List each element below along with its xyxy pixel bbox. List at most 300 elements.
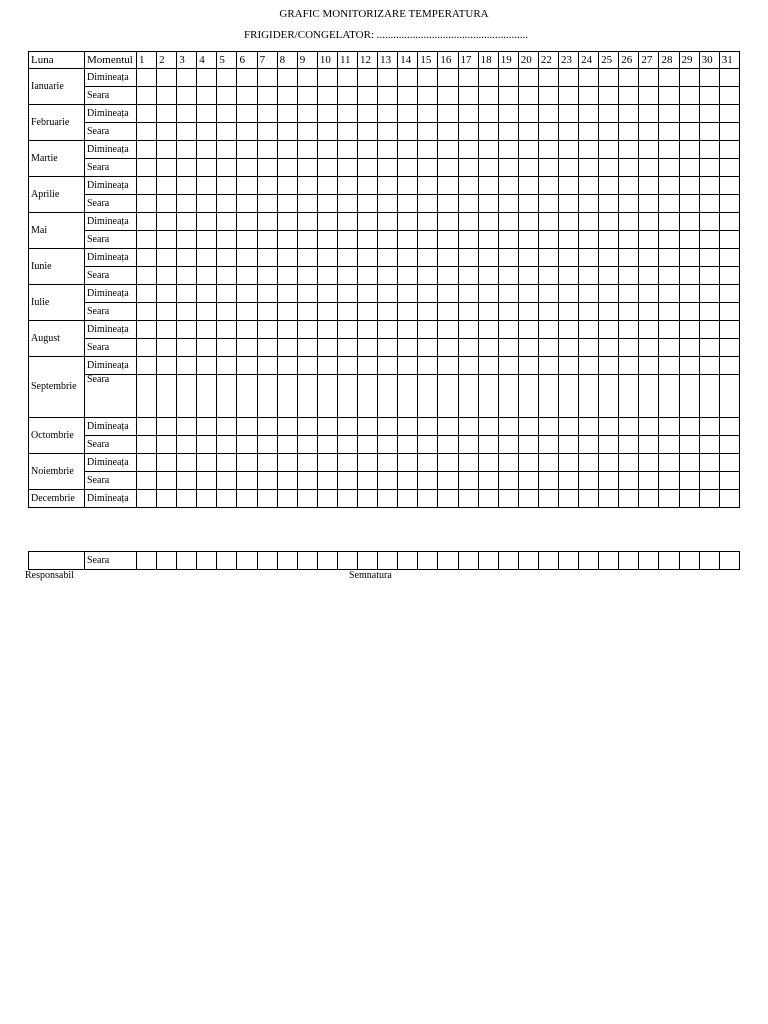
day-cell[interactable] xyxy=(619,472,639,490)
day-cell[interactable] xyxy=(719,454,739,472)
day-cell[interactable] xyxy=(538,321,558,339)
day-cell[interactable] xyxy=(679,418,699,436)
day-cell[interactable] xyxy=(378,105,398,123)
day-cell[interactable] xyxy=(257,69,277,87)
day-cell[interactable] xyxy=(518,357,538,375)
day-cell[interactable] xyxy=(639,357,659,375)
day-cell[interactable] xyxy=(237,472,257,490)
day-cell[interactable] xyxy=(137,552,157,570)
day-cell[interactable] xyxy=(579,454,599,472)
day-cell[interactable] xyxy=(679,472,699,490)
day-cell[interactable] xyxy=(217,552,237,570)
day-cell[interactable] xyxy=(699,87,719,105)
day-cell[interactable] xyxy=(699,105,719,123)
day-cell[interactable] xyxy=(197,552,217,570)
day-cell[interactable] xyxy=(378,303,398,321)
day-cell[interactable] xyxy=(398,177,418,195)
day-cell[interactable] xyxy=(699,267,719,285)
day-cell[interactable] xyxy=(599,490,619,508)
day-cell[interactable] xyxy=(398,285,418,303)
day-cell[interactable] xyxy=(478,490,498,508)
day-cell[interactable] xyxy=(137,490,157,508)
day-cell[interactable] xyxy=(458,87,478,105)
day-cell[interactable] xyxy=(579,321,599,339)
day-cell[interactable] xyxy=(398,436,418,454)
day-cell[interactable] xyxy=(337,436,357,454)
day-cell[interactable] xyxy=(438,195,458,213)
day-cell[interactable] xyxy=(217,123,237,141)
day-cell[interactable] xyxy=(337,418,357,436)
day-cell[interactable] xyxy=(358,231,378,249)
day-cell[interactable] xyxy=(378,375,398,418)
day-cell[interactable] xyxy=(177,231,197,249)
day-cell[interactable] xyxy=(157,303,177,321)
day-cell[interactable] xyxy=(518,339,538,357)
day-cell[interactable] xyxy=(538,339,558,357)
day-cell[interactable] xyxy=(438,339,458,357)
day-cell[interactable] xyxy=(378,267,398,285)
day-cell[interactable] xyxy=(217,375,237,418)
day-cell[interactable] xyxy=(659,436,679,454)
day-cell[interactable] xyxy=(558,231,578,249)
day-cell[interactable] xyxy=(197,454,217,472)
day-cell[interactable] xyxy=(518,321,538,339)
day-cell[interactable] xyxy=(398,552,418,570)
day-cell[interactable] xyxy=(579,123,599,141)
day-cell[interactable] xyxy=(518,490,538,508)
day-cell[interactable] xyxy=(599,285,619,303)
day-cell[interactable] xyxy=(498,123,518,141)
day-cell[interactable] xyxy=(197,69,217,87)
day-cell[interactable] xyxy=(378,552,398,570)
day-cell[interactable] xyxy=(257,490,277,508)
day-cell[interactable] xyxy=(157,159,177,177)
day-cell[interactable] xyxy=(579,267,599,285)
day-cell[interactable] xyxy=(579,177,599,195)
day-cell[interactable] xyxy=(157,123,177,141)
day-cell[interactable] xyxy=(619,69,639,87)
day-cell[interactable] xyxy=(599,195,619,213)
day-cell[interactable] xyxy=(719,375,739,418)
day-cell[interactable] xyxy=(378,436,398,454)
day-cell[interactable] xyxy=(478,141,498,159)
day-cell[interactable] xyxy=(659,249,679,267)
day-cell[interactable] xyxy=(337,231,357,249)
day-cell[interactable] xyxy=(498,552,518,570)
day-cell[interactable] xyxy=(498,375,518,418)
day-cell[interactable] xyxy=(458,357,478,375)
day-cell[interactable] xyxy=(659,195,679,213)
day-cell[interactable] xyxy=(237,213,257,231)
day-cell[interactable] xyxy=(599,123,619,141)
day-cell[interactable] xyxy=(277,490,297,508)
day-cell[interactable] xyxy=(257,267,277,285)
day-cell[interactable] xyxy=(498,490,518,508)
day-cell[interactable] xyxy=(157,490,177,508)
day-cell[interactable] xyxy=(538,213,558,231)
day-cell[interactable] xyxy=(538,177,558,195)
day-cell[interactable] xyxy=(639,231,659,249)
day-cell[interactable] xyxy=(378,123,398,141)
day-cell[interactable] xyxy=(317,357,337,375)
day-cell[interactable] xyxy=(478,321,498,339)
day-cell[interactable] xyxy=(518,159,538,177)
day-cell[interactable] xyxy=(458,213,478,231)
day-cell[interactable] xyxy=(277,231,297,249)
day-cell[interactable] xyxy=(719,177,739,195)
day-cell[interactable] xyxy=(398,418,418,436)
day-cell[interactable] xyxy=(197,123,217,141)
day-cell[interactable] xyxy=(478,418,498,436)
day-cell[interactable] xyxy=(177,285,197,303)
day-cell[interactable] xyxy=(217,321,237,339)
day-cell[interactable] xyxy=(679,87,699,105)
day-cell[interactable] xyxy=(659,141,679,159)
day-cell[interactable] xyxy=(337,285,357,303)
day-cell[interactable] xyxy=(197,195,217,213)
day-cell[interactable] xyxy=(197,357,217,375)
day-cell[interactable] xyxy=(679,321,699,339)
day-cell[interactable] xyxy=(478,105,498,123)
day-cell[interactable] xyxy=(679,454,699,472)
day-cell[interactable] xyxy=(358,195,378,213)
day-cell[interactable] xyxy=(438,436,458,454)
day-cell[interactable] xyxy=(378,490,398,508)
day-cell[interactable] xyxy=(177,490,197,508)
day-cell[interactable] xyxy=(579,472,599,490)
day-cell[interactable] xyxy=(137,177,157,195)
day-cell[interactable] xyxy=(257,418,277,436)
day-cell[interactable] xyxy=(518,285,538,303)
day-cell[interactable] xyxy=(438,249,458,267)
day-cell[interactable] xyxy=(558,418,578,436)
day-cell[interactable] xyxy=(558,213,578,231)
day-cell[interactable] xyxy=(579,490,599,508)
day-cell[interactable] xyxy=(538,159,558,177)
day-cell[interactable] xyxy=(157,231,177,249)
day-cell[interactable] xyxy=(599,375,619,418)
day-cell[interactable] xyxy=(317,69,337,87)
day-cell[interactable] xyxy=(157,552,177,570)
day-cell[interactable] xyxy=(699,285,719,303)
day-cell[interactable] xyxy=(337,321,357,339)
day-cell[interactable] xyxy=(518,105,538,123)
day-cell[interactable] xyxy=(418,357,438,375)
day-cell[interactable] xyxy=(639,454,659,472)
day-cell[interactable] xyxy=(438,321,458,339)
day-cell[interactable] xyxy=(297,303,317,321)
day-cell[interactable] xyxy=(358,436,378,454)
day-cell[interactable] xyxy=(458,321,478,339)
day-cell[interactable] xyxy=(639,472,659,490)
day-cell[interactable] xyxy=(679,159,699,177)
day-cell[interactable] xyxy=(719,249,739,267)
day-cell[interactable] xyxy=(659,285,679,303)
day-cell[interactable] xyxy=(418,213,438,231)
day-cell[interactable] xyxy=(197,339,217,357)
day-cell[interactable] xyxy=(358,267,378,285)
day-cell[interactable] xyxy=(217,339,237,357)
day-cell[interactable] xyxy=(317,472,337,490)
day-cell[interactable] xyxy=(558,357,578,375)
day-cell[interactable] xyxy=(358,87,378,105)
day-cell[interactable] xyxy=(157,285,177,303)
day-cell[interactable] xyxy=(137,418,157,436)
day-cell[interactable] xyxy=(679,69,699,87)
day-cell[interactable] xyxy=(619,490,639,508)
day-cell[interactable] xyxy=(679,105,699,123)
day-cell[interactable] xyxy=(458,436,478,454)
day-cell[interactable] xyxy=(197,213,217,231)
day-cell[interactable] xyxy=(679,123,699,141)
day-cell[interactable] xyxy=(157,87,177,105)
day-cell[interactable] xyxy=(297,267,317,285)
day-cell[interactable] xyxy=(297,69,317,87)
day-cell[interactable] xyxy=(579,418,599,436)
day-cell[interactable] xyxy=(619,159,639,177)
day-cell[interactable] xyxy=(538,418,558,436)
day-cell[interactable] xyxy=(317,490,337,508)
day-cell[interactable] xyxy=(719,159,739,177)
day-cell[interactable] xyxy=(237,123,257,141)
day-cell[interactable] xyxy=(538,87,558,105)
day-cell[interactable] xyxy=(137,87,157,105)
day-cell[interactable] xyxy=(458,375,478,418)
day-cell[interactable] xyxy=(217,87,237,105)
day-cell[interactable] xyxy=(478,339,498,357)
day-cell[interactable] xyxy=(237,69,257,87)
day-cell[interactable] xyxy=(699,490,719,508)
day-cell[interactable] xyxy=(679,141,699,159)
day-cell[interactable] xyxy=(237,141,257,159)
day-cell[interactable] xyxy=(398,249,418,267)
day-cell[interactable] xyxy=(579,231,599,249)
day-cell[interactable] xyxy=(558,267,578,285)
day-cell[interactable] xyxy=(438,375,458,418)
day-cell[interactable] xyxy=(659,213,679,231)
day-cell[interactable] xyxy=(478,177,498,195)
day-cell[interactable] xyxy=(337,159,357,177)
day-cell[interactable] xyxy=(558,123,578,141)
day-cell[interactable] xyxy=(599,454,619,472)
day-cell[interactable] xyxy=(498,454,518,472)
day-cell[interactable] xyxy=(659,267,679,285)
day-cell[interactable] xyxy=(197,267,217,285)
day-cell[interactable] xyxy=(257,375,277,418)
day-cell[interactable] xyxy=(237,177,257,195)
day-cell[interactable] xyxy=(639,141,659,159)
day-cell[interactable] xyxy=(558,436,578,454)
day-cell[interactable] xyxy=(639,249,659,267)
day-cell[interactable] xyxy=(579,105,599,123)
day-cell[interactable] xyxy=(197,87,217,105)
day-cell[interactable] xyxy=(277,552,297,570)
day-cell[interactable] xyxy=(518,454,538,472)
day-cell[interactable] xyxy=(217,177,237,195)
day-cell[interactable] xyxy=(197,321,217,339)
day-cell[interactable] xyxy=(378,321,398,339)
day-cell[interactable] xyxy=(237,375,257,418)
day-cell[interactable] xyxy=(599,87,619,105)
day-cell[interactable] xyxy=(358,418,378,436)
day-cell[interactable] xyxy=(217,490,237,508)
day-cell[interactable] xyxy=(257,141,277,159)
day-cell[interactable] xyxy=(599,159,619,177)
day-cell[interactable] xyxy=(538,285,558,303)
day-cell[interactable] xyxy=(257,436,277,454)
day-cell[interactable] xyxy=(157,177,177,195)
day-cell[interactable] xyxy=(438,213,458,231)
day-cell[interactable] xyxy=(337,87,357,105)
day-cell[interactable] xyxy=(237,418,257,436)
day-cell[interactable] xyxy=(599,436,619,454)
day-cell[interactable] xyxy=(237,436,257,454)
day-cell[interactable] xyxy=(478,375,498,418)
day-cell[interactable] xyxy=(599,303,619,321)
day-cell[interactable] xyxy=(518,267,538,285)
day-cell[interactable] xyxy=(337,552,357,570)
day-cell[interactable] xyxy=(217,231,237,249)
day-cell[interactable] xyxy=(177,436,197,454)
day-cell[interactable] xyxy=(719,231,739,249)
day-cell[interactable] xyxy=(237,231,257,249)
day-cell[interactable] xyxy=(619,552,639,570)
day-cell[interactable] xyxy=(217,267,237,285)
day-cell[interactable] xyxy=(478,357,498,375)
day-cell[interactable] xyxy=(277,159,297,177)
day-cell[interactable] xyxy=(438,454,458,472)
day-cell[interactable] xyxy=(157,213,177,231)
day-cell[interactable] xyxy=(458,303,478,321)
day-cell[interactable] xyxy=(538,123,558,141)
day-cell[interactable] xyxy=(699,357,719,375)
day-cell[interactable] xyxy=(438,69,458,87)
day-cell[interactable] xyxy=(137,141,157,159)
day-cell[interactable] xyxy=(619,267,639,285)
day-cell[interactable] xyxy=(177,375,197,418)
day-cell[interactable] xyxy=(358,490,378,508)
day-cell[interactable] xyxy=(337,267,357,285)
day-cell[interactable] xyxy=(719,472,739,490)
day-cell[interactable] xyxy=(458,472,478,490)
day-cell[interactable] xyxy=(438,267,458,285)
day-cell[interactable] xyxy=(137,375,157,418)
day-cell[interactable] xyxy=(659,159,679,177)
day-cell[interactable] xyxy=(679,357,699,375)
day-cell[interactable] xyxy=(498,195,518,213)
day-cell[interactable] xyxy=(679,303,699,321)
day-cell[interactable] xyxy=(558,454,578,472)
day-cell[interactable] xyxy=(418,552,438,570)
day-cell[interactable] xyxy=(317,195,337,213)
day-cell[interactable] xyxy=(378,231,398,249)
day-cell[interactable] xyxy=(558,303,578,321)
day-cell[interactable] xyxy=(639,490,659,508)
day-cell[interactable] xyxy=(438,87,458,105)
day-cell[interactable] xyxy=(659,69,679,87)
day-cell[interactable] xyxy=(558,490,578,508)
day-cell[interactable] xyxy=(398,339,418,357)
day-cell[interactable] xyxy=(317,105,337,123)
day-cell[interactable] xyxy=(157,69,177,87)
day-cell[interactable] xyxy=(137,159,157,177)
day-cell[interactable] xyxy=(478,436,498,454)
day-cell[interactable] xyxy=(277,436,297,454)
day-cell[interactable] xyxy=(659,357,679,375)
day-cell[interactable] xyxy=(679,375,699,418)
day-cell[interactable] xyxy=(137,267,157,285)
day-cell[interactable] xyxy=(478,195,498,213)
day-cell[interactable] xyxy=(719,213,739,231)
day-cell[interactable] xyxy=(177,454,197,472)
day-cell[interactable] xyxy=(177,105,197,123)
day-cell[interactable] xyxy=(337,141,357,159)
day-cell[interactable] xyxy=(297,490,317,508)
day-cell[interactable] xyxy=(197,418,217,436)
day-cell[interactable] xyxy=(719,418,739,436)
day-cell[interactable] xyxy=(699,141,719,159)
day-cell[interactable] xyxy=(518,375,538,418)
day-cell[interactable] xyxy=(137,303,157,321)
day-cell[interactable] xyxy=(599,267,619,285)
day-cell[interactable] xyxy=(197,285,217,303)
day-cell[interactable] xyxy=(458,159,478,177)
day-cell[interactable] xyxy=(217,249,237,267)
day-cell[interactable] xyxy=(719,321,739,339)
day-cell[interactable] xyxy=(719,141,739,159)
day-cell[interactable] xyxy=(297,87,317,105)
day-cell[interactable] xyxy=(659,303,679,321)
day-cell[interactable] xyxy=(438,357,458,375)
day-cell[interactable] xyxy=(719,87,739,105)
day-cell[interactable] xyxy=(317,267,337,285)
day-cell[interactable] xyxy=(619,123,639,141)
day-cell[interactable] xyxy=(498,69,518,87)
day-cell[interactable] xyxy=(277,339,297,357)
day-cell[interactable] xyxy=(297,249,317,267)
day-cell[interactable] xyxy=(317,303,337,321)
day-cell[interactable] xyxy=(217,472,237,490)
day-cell[interactable] xyxy=(197,105,217,123)
day-cell[interactable] xyxy=(378,472,398,490)
day-cell[interactable] xyxy=(177,87,197,105)
day-cell[interactable] xyxy=(378,177,398,195)
day-cell[interactable] xyxy=(358,141,378,159)
day-cell[interactable] xyxy=(558,249,578,267)
day-cell[interactable] xyxy=(197,141,217,159)
day-cell[interactable] xyxy=(498,231,518,249)
day-cell[interactable] xyxy=(257,123,277,141)
day-cell[interactable] xyxy=(157,472,177,490)
day-cell[interactable] xyxy=(699,231,719,249)
day-cell[interactable] xyxy=(398,123,418,141)
day-cell[interactable] xyxy=(197,177,217,195)
day-cell[interactable] xyxy=(297,141,317,159)
day-cell[interactable] xyxy=(378,357,398,375)
day-cell[interactable] xyxy=(679,490,699,508)
day-cell[interactable] xyxy=(639,87,659,105)
day-cell[interactable] xyxy=(398,321,418,339)
day-cell[interactable] xyxy=(538,69,558,87)
day-cell[interactable] xyxy=(538,552,558,570)
day-cell[interactable] xyxy=(378,195,398,213)
day-cell[interactable] xyxy=(277,357,297,375)
day-cell[interactable] xyxy=(478,159,498,177)
day-cell[interactable] xyxy=(217,69,237,87)
day-cell[interactable] xyxy=(197,159,217,177)
day-cell[interactable] xyxy=(478,87,498,105)
day-cell[interactable] xyxy=(719,267,739,285)
